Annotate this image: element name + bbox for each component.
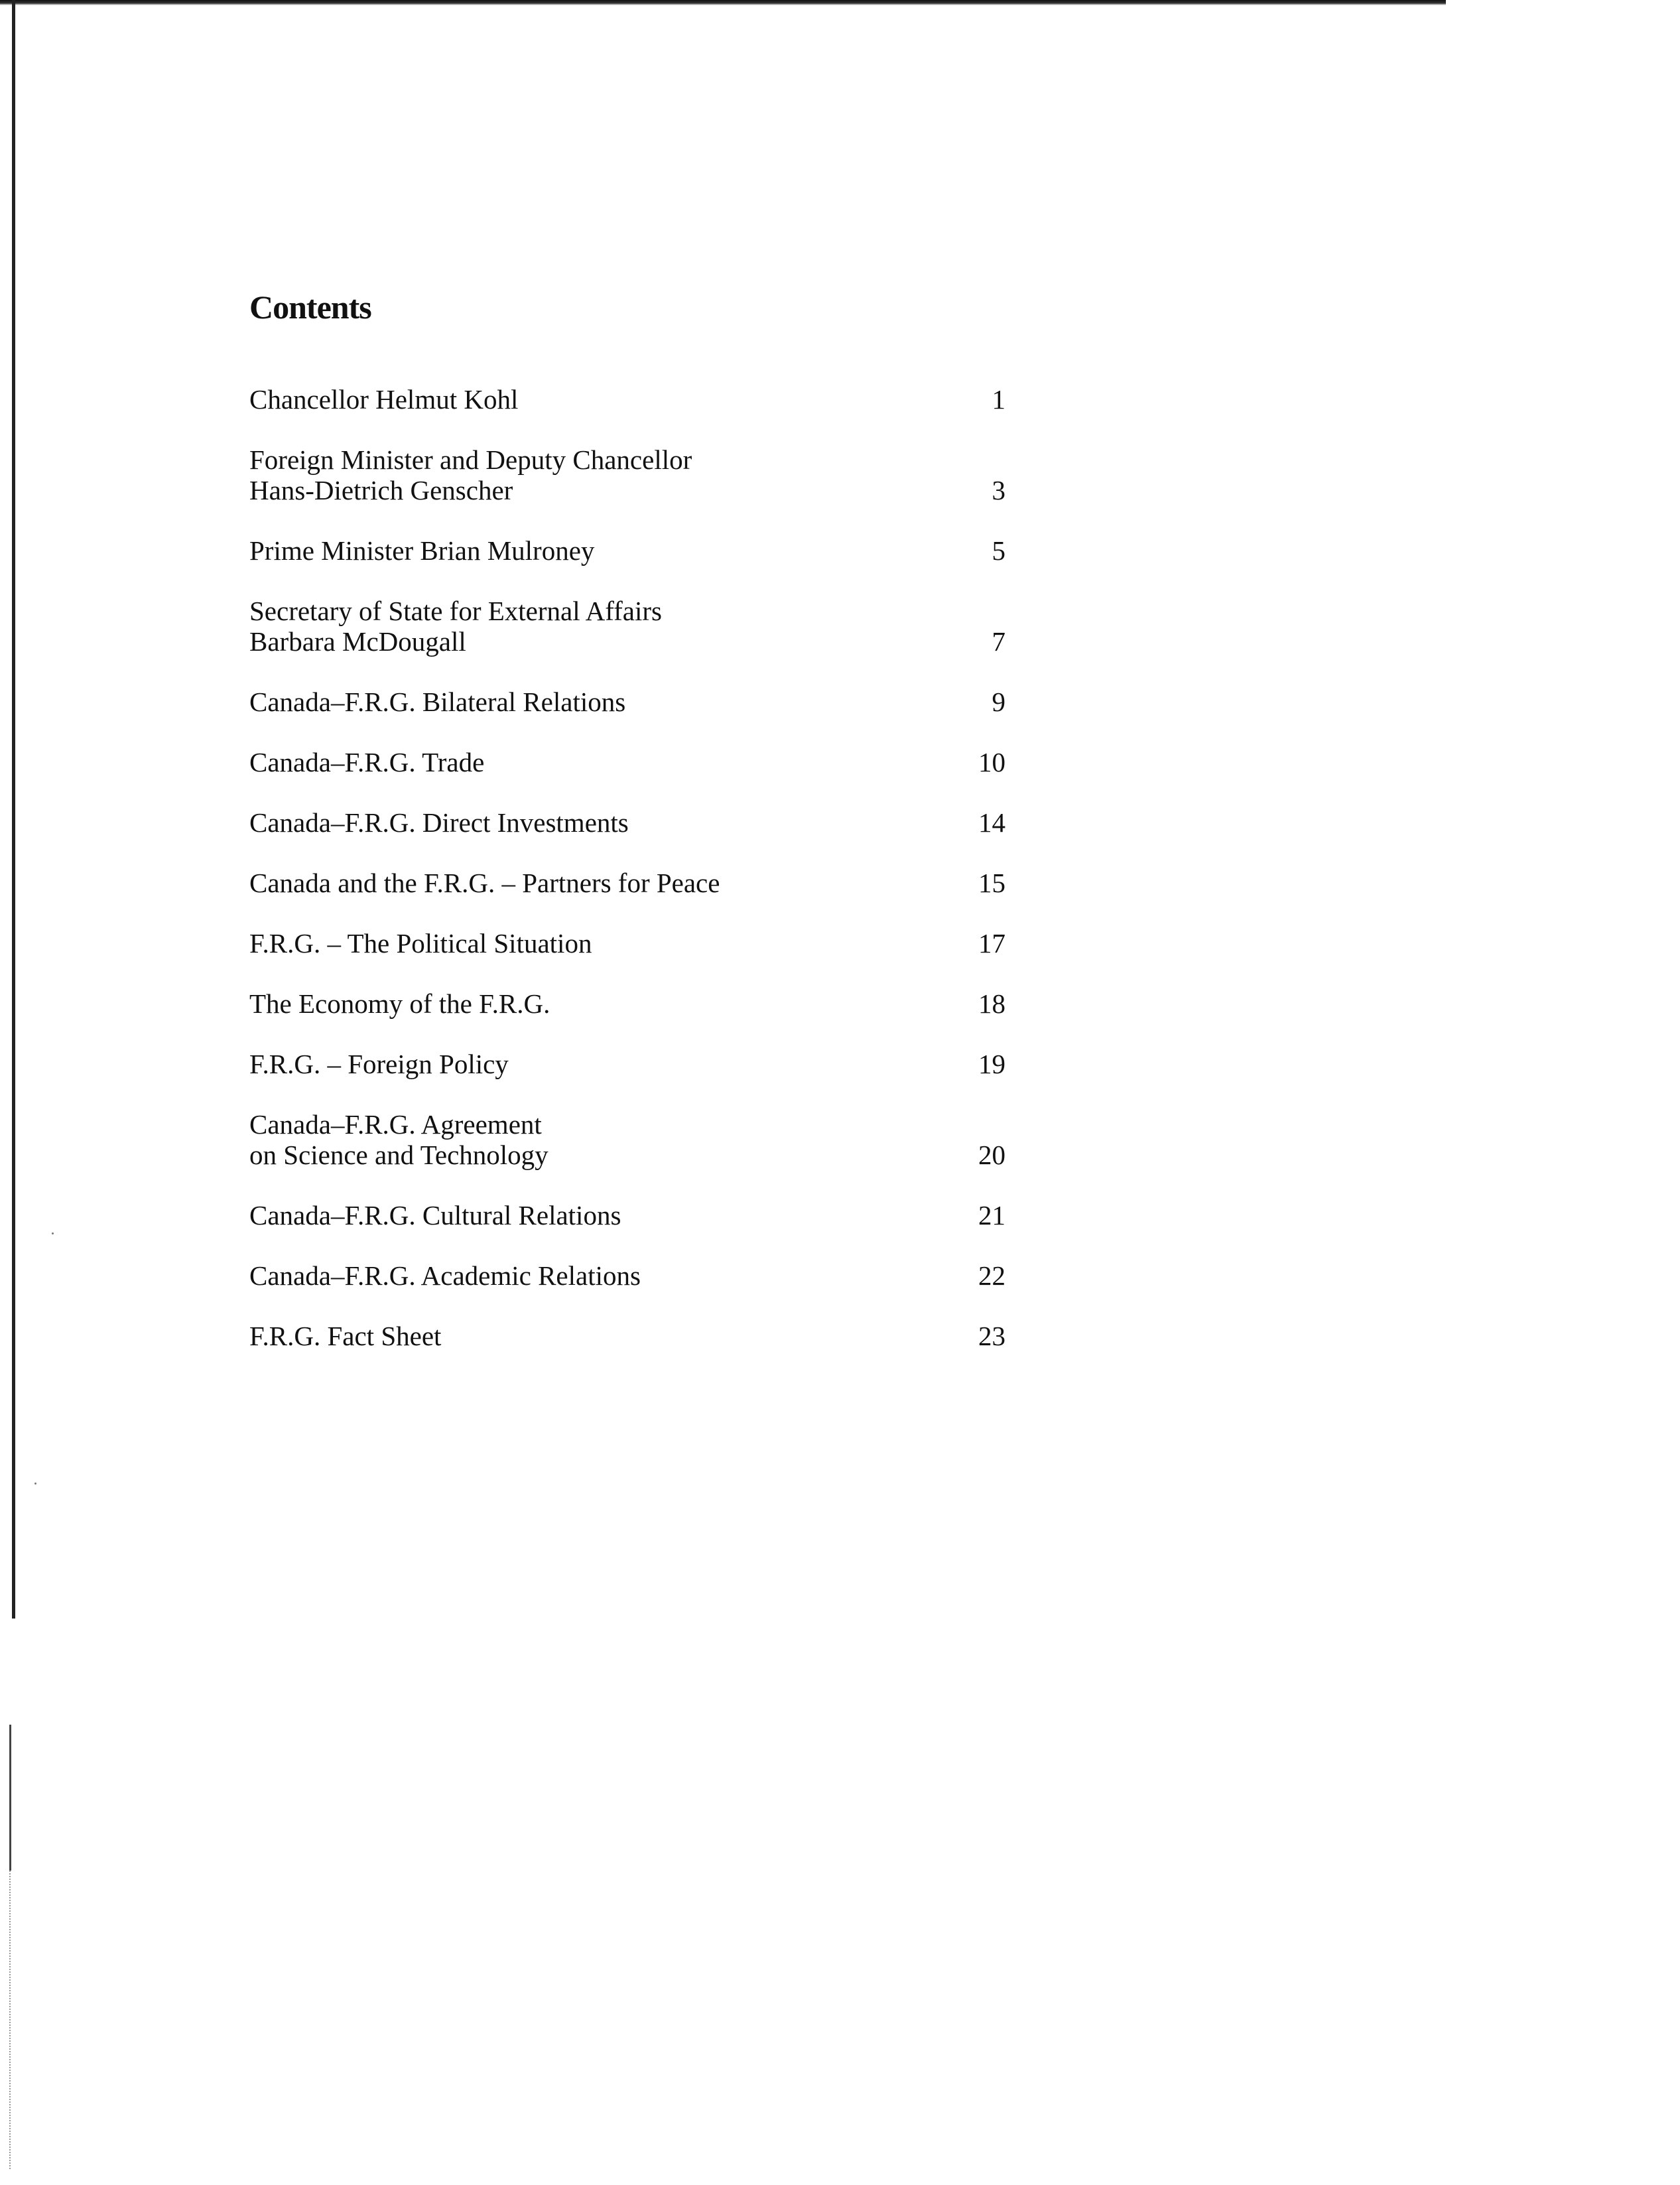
toc-entry-page-number: 17 [978,928,1005,959]
toc-entry [249,384,1005,415]
toc-entry-title [249,1109,549,1170]
toc-entry-title-line: F.R.G. Fact Sheet [249,1321,442,1351]
toc-entry-title-line: Canada–F.R.G. Bilateral Relations [249,687,626,717]
scan-speck [34,1483,36,1485]
toc-entry [249,928,1005,959]
toc-entry-page-number: 3 [992,475,1005,505]
toc-entry [249,1049,1005,1079]
toc-entry [249,1321,1005,1351]
toc-entry-page-number: 21 [978,1200,1005,1230]
toc-entry-title [249,444,692,505]
scan-edge-left-lower [9,1725,11,1871]
toc-entry [249,596,1005,657]
table-of-contents [249,289,1005,1381]
toc-entry-page-number: 19 [978,1049,1005,1079]
toc-entry-title-line: Canada–F.R.G. Cultural Relations [249,1200,621,1230]
toc-entry-page-number: 20 [978,1140,1005,1170]
toc-entry-title [249,535,594,566]
toc-entry-title [249,1049,509,1079]
scan-edge-left-dots [9,1871,12,2169]
toc-entry-title-line: Canada and the F.R.G. – Partners for Peace [249,868,720,898]
toc-entry [249,687,1005,717]
toc-entry-title-line: Canada–F.R.G. Agreement [249,1109,542,1140]
toc-entry-title [249,807,629,838]
toc-entry-title-line: Canada–F.R.G. Trade [249,747,485,777]
toc-entry [249,807,1005,838]
toc-entry-title-line: F.R.G. – The Political Situation [249,928,592,959]
toc-entry-page-number: 22 [978,1260,1005,1291]
toc-entry-title [249,596,662,657]
toc-entry [249,535,1005,566]
scan-edge-left [12,0,15,1619]
toc-entry [249,1109,1005,1170]
toc-entry-title-line: Canada–F.R.G. Direct Investments [249,807,629,838]
toc-entry-title [249,384,518,415]
toc-entry-title [249,1260,641,1291]
toc-entry-title-line: Hans-Dietrich Genscher [249,475,513,505]
toc-entry-page-number: 5 [992,535,1005,566]
toc-entry-title [249,928,592,959]
toc-entry [249,988,1005,1019]
toc-entry-title-line: on Science and Technology [249,1140,549,1170]
toc-entry-page-number: 15 [978,868,1005,898]
toc-entry [249,747,1005,777]
toc-entry-title [249,747,484,777]
toc-entry-title-line: The Economy of the F.R.G. [249,988,550,1019]
toc-entry [249,868,1005,898]
toc-entry-title [249,1200,621,1230]
toc-entry-page-number: 1 [992,384,1005,415]
toc-entry-title-line: F.R.G. – Foreign Policy [249,1049,509,1079]
toc-entry-title [249,687,625,717]
toc-entry-title [249,868,720,898]
toc-entry-title [249,988,550,1019]
toc-entry-title-line: Foreign Minister and Deputy Chancellor [249,444,692,475]
toc-entry-page-number: 7 [992,626,1005,657]
scan-edge-top [0,0,1446,5]
toc-entry-title [249,1321,441,1351]
toc-entry-title-line: Secretary of State for External Affairs [249,596,662,626]
page-title: Contents [249,289,371,326]
scan-speck [52,1232,54,1234]
toc-entry [249,1200,1005,1230]
toc-entry-page-number: 9 [992,687,1005,717]
toc-list [249,384,1005,1351]
toc-entry-page-number: 18 [978,988,1005,1019]
toc-entry-title-line: Canada–F.R.G. Academic Relations [249,1260,641,1291]
toc-entry-page-number: 23 [978,1321,1005,1351]
toc-entry-page-number: 14 [978,807,1005,838]
toc-entry-title-line: Barbara McDougall [249,626,466,657]
toc-entry-title-line: Prime Minister Brian Mulroney [249,535,595,566]
toc-entry-page-number: 10 [978,747,1005,777]
toc-entry [249,444,1005,505]
toc-entry [249,1260,1005,1291]
toc-entry-title-line: Chancellor Helmut Kohl [249,384,519,415]
